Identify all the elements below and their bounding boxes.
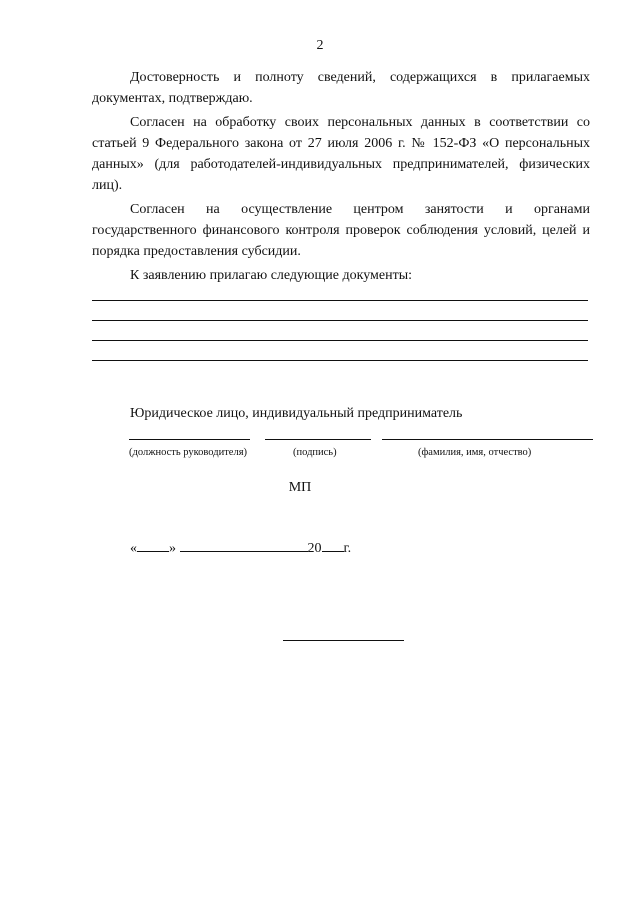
year-blank [322, 538, 344, 552]
declaration-personal-data: Согласен на обработку своих персональных данных в соответствии со статьей 9 Федерального закона от 27 июля 2006 г. № 152-ФЗ «О персональных данных» (для работодателей-индивидуальных предпринимателей, физических лиц). [92, 115, 590, 193]
date-row [130, 538, 351, 557]
position-line [129, 439, 250, 440]
date-close-quote: » [169, 541, 176, 556]
full-name-caption: (фамилия, имя, отчество) [418, 447, 532, 458]
day-blank [137, 538, 169, 552]
attachment-line [92, 340, 588, 341]
year-suffix: г. [343, 541, 352, 556]
attachments-label: К заявлению прилагаю следующие документы: [130, 268, 413, 283]
attachment-line [92, 300, 588, 301]
attachment-line [92, 360, 588, 361]
declarations [92, 67, 590, 265]
signature-line [265, 439, 371, 440]
page-number: 2 [316, 38, 324, 53]
entity-label: Юридическое лицо, индивидуальный предприниматель [130, 406, 463, 421]
attachment-line [92, 320, 588, 321]
date-open-quote: « [130, 541, 137, 556]
full-name-line [382, 439, 593, 440]
end-of-document-line [283, 640, 404, 641]
year-prefix: 20 [307, 541, 322, 556]
declaration-inspection: Согласен на осуществление центром занятости и органами государственного финансового контроля проверок соблюдения условий, целей и порядка предоставления субсидии. [92, 202, 590, 259]
signature-caption: (подпись) [293, 447, 337, 458]
position-caption: (должность руководителя) [129, 447, 248, 458]
seal-mark: МП [288, 480, 312, 495]
month-blank [180, 538, 308, 552]
declaration-accuracy: Достоверность и полноту сведений, содержащихся в прилагаемых документах, подтверждаю. [92, 70, 590, 106]
